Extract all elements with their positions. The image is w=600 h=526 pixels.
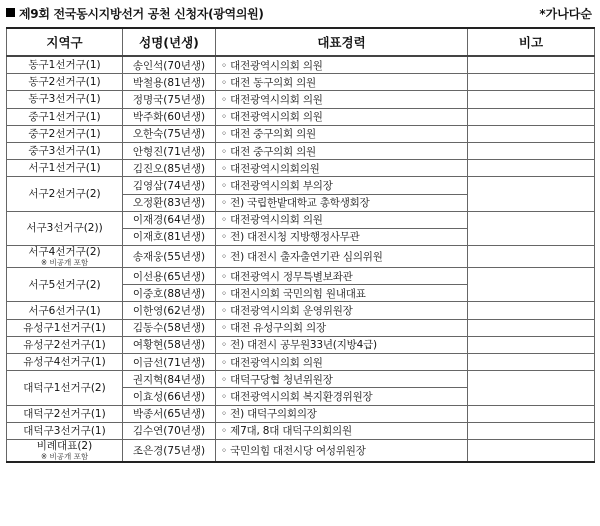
candidate-career: ◦ 대전광역시의회 운영위원장 [216, 302, 468, 319]
candidate-career: ◦ 대전광역시의회 부의장 [216, 177, 468, 194]
candidate-name: 이재경(64년생) [123, 211, 216, 228]
candidate-name: 송재웅(55년생) [123, 246, 216, 268]
candidate-career: ◦ 대전 중구의회 의원 [216, 125, 468, 142]
table-row [7, 160, 595, 177]
bullet-square-icon [6, 8, 15, 17]
page-title: 제9회 전국동시지방선거 공천 신청자(광역의원) [19, 7, 264, 21]
region-note: ※ 비공개 포함 [40, 258, 89, 268]
candidate-name: 박철용(81년생) [123, 74, 216, 91]
candidate-career: ◦ 전) 대전시 공무원33년(지방4급) [216, 336, 468, 353]
remarks-cell [468, 91, 595, 108]
table-row [7, 319, 595, 336]
candidate-name: 오정환(83년생) [123, 194, 216, 211]
candidate-name: 박주화(60년생) [123, 108, 216, 125]
remarks-cell [468, 302, 595, 319]
candidate-career: ◦ 대전시의회 국민의힘 원내대표 [216, 285, 468, 302]
region-label: 대덕구1선거구(2) [23, 381, 106, 394]
region-label: 비례대표(2) [36, 439, 93, 452]
region-label: 유성구4선거구(1) [23, 356, 106, 369]
table-row [7, 246, 595, 268]
table-row [7, 302, 595, 319]
candidate-career: ◦ 대덕구당협 청년위원장 [216, 371, 468, 388]
table-row [7, 211, 595, 228]
candidate-name: 이중호(88년생) [123, 285, 216, 302]
region-cell [7, 246, 123, 268]
candidate-career: ◦ 대전광역시의회 복지환경위원장 [216, 388, 468, 405]
candidate-name: 김영삼(74년생) [123, 177, 216, 194]
region-cell [7, 211, 123, 245]
candidate-name: 김동수(58년생) [123, 319, 216, 336]
candidate-career: ◦ 대전광역시의회의원 [216, 160, 468, 177]
table-row [7, 336, 595, 353]
table-row [7, 142, 595, 159]
candidate-name: 박종서(65년생) [123, 405, 216, 422]
candidate-career: ◦ 대전 중구의회 의원 [216, 142, 468, 159]
region-cell [7, 302, 123, 319]
remarks-cell [468, 246, 595, 268]
table-row [7, 56, 595, 74]
remarks-cell [468, 319, 595, 336]
region-cell [7, 177, 123, 211]
remarks-cell [468, 211, 595, 245]
region-cell [7, 336, 123, 353]
remarks-cell [468, 177, 595, 211]
candidate-career: ◦ 국민의힘 대전시당 여성위원장 [216, 439, 468, 462]
remarks-cell [468, 405, 595, 422]
region-label: 중구3선거구(1) [28, 145, 101, 158]
region-label: 동구2선거구(1) [28, 76, 101, 89]
remarks-cell [468, 142, 595, 159]
remarks-cell [468, 125, 595, 142]
sort-note: *가나다순 [539, 7, 592, 21]
candidate-career: ◦ 대전광역시 정무특별보좌관 [216, 268, 468, 285]
remarks-cell [468, 56, 595, 74]
candidate-name: 송인석(70년생) [123, 56, 216, 74]
candidate-career: ◦ 대전광역시의회 의원 [216, 108, 468, 125]
region-cell [7, 142, 123, 159]
table-row [7, 422, 595, 439]
table-row [7, 177, 595, 194]
region-cell [7, 319, 123, 336]
remarks-cell [468, 108, 595, 125]
candidate-name: 여황현(58년생) [123, 336, 216, 353]
column-header-career: 대표경력 [216, 28, 468, 56]
region-cell [7, 371, 123, 405]
region-cell [7, 160, 123, 177]
region-label: 서구1선거구(1) [28, 162, 101, 175]
candidate-name: 이효성(66년생) [123, 388, 216, 405]
remarks-cell [468, 268, 595, 302]
candidate-name: 이한영(62년생) [123, 302, 216, 319]
candidate-name: 조은경(75년생) [123, 439, 216, 462]
region-cell [7, 405, 123, 422]
table-row [7, 439, 595, 462]
column-header-region: 지역구 [7, 28, 123, 56]
table-row [7, 405, 595, 422]
candidate-name: 정명국(75년생) [123, 91, 216, 108]
region-label: 중구1선거구(1) [28, 110, 101, 123]
remarks-cell [468, 354, 595, 371]
column-header-name: 성명(년생) [123, 28, 216, 56]
region-cell [7, 56, 123, 74]
table-header-row [7, 28, 595, 56]
candidate-name: 이재호(81년생) [123, 228, 216, 245]
remarks-cell [468, 74, 595, 91]
candidate-career: ◦ 대전광역시의회 의원 [216, 211, 468, 228]
region-cell [7, 439, 123, 462]
region-cell [7, 91, 123, 108]
region-label: 유성구1선거구(1) [23, 321, 106, 334]
remarks-cell [468, 160, 595, 177]
region-cell [7, 125, 123, 142]
candidate-name: 이금선(71년생) [123, 354, 216, 371]
region-cell [7, 268, 123, 302]
region-cell [7, 108, 123, 125]
region-label: 동구3선거구(1) [28, 93, 101, 106]
page-header [6, 4, 594, 24]
candidate-career: ◦ 대전광역시의회 의원 [216, 56, 468, 74]
candidate-name: 이선용(65년생) [123, 268, 216, 285]
candidate-career: ◦ 대전광역시의회 의원 [216, 91, 468, 108]
candidate-career: ◦ 전) 국립한밭대학교 총학생회장 [216, 194, 468, 211]
region-label: 서구4선거구(2) [28, 246, 101, 259]
region-label: 서구3선거구(2)) [26, 222, 103, 235]
region-note: ※ 비공개 포함 [40, 451, 89, 461]
column-header-remarks: 비고 [468, 28, 595, 56]
region-label: 서구2선거구(2) [28, 188, 101, 200]
region-cell [7, 354, 123, 371]
table-row [7, 354, 595, 371]
remarks-cell [468, 371, 595, 405]
candidate-career: ◦ 전) 대전시청 지방행정사무관 [216, 228, 468, 245]
remarks-cell [468, 336, 595, 353]
candidate-career: ◦ 전) 대전시 출자출연기관 심의위원 [216, 246, 468, 268]
table-body [7, 56, 595, 462]
region-cell [7, 74, 123, 91]
table-row [7, 125, 595, 142]
region-label: 서구6선거구(1) [28, 304, 101, 317]
table-row [7, 268, 595, 285]
candidate-career: ◦ 전) 대덕구의회의장 [216, 405, 468, 422]
table-row [7, 91, 595, 108]
candidate-career: ◦ 대전 유성구의회 의장 [216, 319, 468, 336]
remarks-cell [468, 439, 595, 462]
candidate-name: 김진오(85년생) [123, 160, 216, 177]
table-row [7, 371, 595, 388]
candidate-career: ◦ 제7대, 8대 대덕구의회의원 [216, 422, 468, 439]
region-label: 서구5선거구(2) [28, 278, 101, 291]
region-label: 대덕구2선거구(1) [23, 407, 106, 420]
candidate-name: 오한숙(75년생) [123, 125, 216, 142]
region-cell [7, 422, 123, 439]
candidate-career: ◦ 대전광역시의회 의원 [216, 354, 468, 371]
region-label: 대덕구3선거구(1) [23, 424, 106, 437]
remarks-cell [468, 422, 595, 439]
table-row [7, 108, 595, 125]
candidate-name: 김수연(70년생) [123, 422, 216, 439]
region-label: 동구1선거구(1) [28, 59, 101, 72]
region-label: 중구2선거구(1) [28, 127, 101, 140]
region-label: 유성구2선거구(1) [23, 338, 106, 351]
candidates-table [6, 27, 595, 463]
candidate-career: ◦ 대전 동구의회 의원 [216, 74, 468, 91]
table-row [7, 74, 595, 91]
candidate-name: 권지혁(84년생) [123, 371, 216, 388]
candidate-name: 안형진(71년생) [123, 142, 216, 159]
